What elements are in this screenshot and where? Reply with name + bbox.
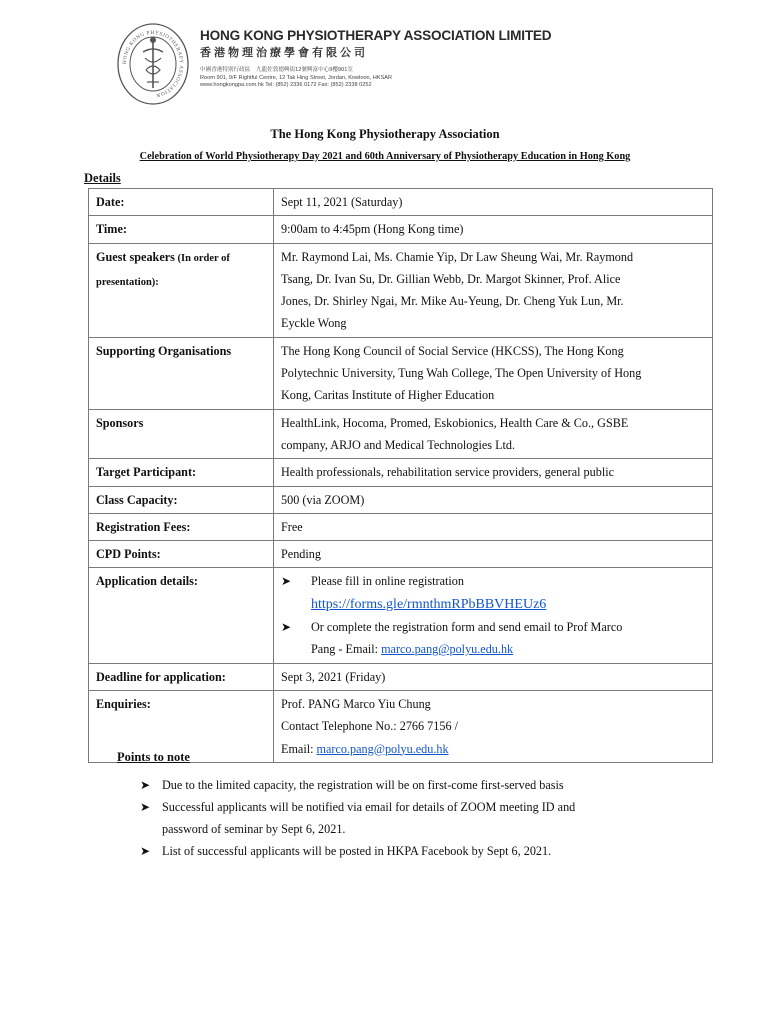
table-row-date (89, 189, 713, 216)
time-value: 9:00am to 4:45pm (Hong Kong time) (274, 216, 713, 243)
enquiries-name: Prof. PANG Marco Yiu Chung (281, 696, 431, 711)
enquiries-phone: Contact Telephone No.: 2766 7156 / (281, 719, 458, 734)
address-en: Room 901, 9/F Rightful Centre, 12 Tak Hing Street, Jordan, Kowloon, HKSAR (200, 74, 393, 81)
supporting-line: Kong, Caritas Institute of Higher Education (281, 388, 495, 403)
speakers-line: Tsang, Dr. Ivan Su, Dr. Gillian Webb, Dr. Margot Skinner, Prof. Alice (281, 271, 621, 286)
speakers-label (89, 243, 274, 337)
table-row-deadline (89, 663, 713, 690)
speakers-label-main: Guest speakers (96, 249, 175, 264)
table-row-capacity (89, 486, 713, 513)
deadline-label: Deadline for application: (89, 663, 274, 690)
table-row-sponsors (89, 409, 713, 459)
application-value (274, 568, 713, 663)
letterhead (116, 22, 596, 108)
details-table (88, 188, 713, 763)
application-email-prefix: Pang - Email: (311, 642, 382, 657)
supporting-value (274, 337, 713, 409)
table-row-time (89, 216, 713, 243)
enquiries-label: Enquiries: (89, 690, 274, 762)
org-name-zh: 香港物理治療學會有限公司 (200, 46, 368, 59)
table-row-application (89, 568, 713, 663)
sponsors-value (274, 409, 713, 459)
table-row-speakers (89, 243, 713, 337)
arrow-bullet-icon: ➤ (140, 844, 151, 858)
application-bullet2-text: Or complete the registration form and send email to Prof Marco (311, 620, 623, 635)
speakers-line: Eyckle Wong (281, 316, 347, 331)
note-text: List of successful applicants will be posted in HKPA Facebook by Sept 6, 2021. (162, 844, 552, 858)
application-link-line (281, 593, 705, 616)
target-label: Target Participant: (89, 459, 274, 486)
org-name-en: HONG KONG PHYSIOTHERAPY ASSOCIATION LIMITED (200, 28, 552, 43)
registration-link[interactable]: https://forms.gle/rmnthmRPbBBVHEUz6 (311, 596, 547, 612)
contact-line: www.hongkongpa.com.hk Tel: (852) 2336 0172 Fax: (852) 2338 0252 (200, 82, 372, 88)
arrow-bullet-icon: ➤ (140, 778, 151, 792)
table-row-cpd (89, 541, 713, 568)
table-row-target (89, 459, 713, 486)
svg-text:HONG KONG PHYSIOTHERAPY ASSOCI: HONG KONG PHYSIOTHERAPY ASSOCIATION (121, 29, 185, 98)
association-seal-icon (116, 22, 190, 106)
note-text: password of seminar by Sept 6, 2021. (162, 822, 346, 836)
address-zh: 中國香港特別行政區 九龍佐敦德興街12號興富中心9樓901室 (200, 67, 353, 73)
speakers-value (274, 243, 713, 337)
list-item (140, 796, 680, 818)
sponsors-label: Sponsors (89, 409, 274, 459)
sponsors-line: HealthLink, Hocoma, Promed, Eskobionics, Health Care & Co., GSBE (281, 415, 629, 430)
target-value: Health professionals, rehabilitation service providers, general public (274, 459, 713, 486)
list-item-continuation (140, 818, 680, 840)
capacity-label: Class Capacity: (89, 486, 274, 513)
enquiries-email-prefix: Email: (281, 741, 317, 756)
date-value: Sept 11, 2021 (Saturday) (274, 189, 713, 216)
sponsors-line: company, ARJO and Medical Technologies Ltd. (281, 437, 516, 452)
arrow-bullet-icon: ➤ (140, 800, 151, 814)
capacity-value: 500 (via ZOOM) (274, 486, 713, 513)
note-text: Due to the limited capacity, the registration will be on first-come first-served basis (162, 778, 564, 792)
application-bullet1-text: Please fill in online registration (311, 574, 464, 589)
fees-value: Free (274, 513, 713, 540)
date-label: Date: (89, 189, 274, 216)
table-row-fees (89, 513, 713, 540)
arrow-bullet-icon: ➤ (281, 620, 292, 635)
cpd-value: Pending (274, 541, 713, 568)
cpd-label: CPD Points: (89, 541, 274, 568)
speakers-label-note: (In order of (174, 252, 230, 264)
points-to-note-list (140, 774, 680, 862)
application-label: Application details: (89, 568, 274, 663)
table-row-supporting (89, 337, 713, 409)
application-bullet-online (281, 570, 705, 592)
details-heading: Details (84, 171, 121, 185)
arrow-bullet-icon: ➤ (281, 574, 292, 589)
list-item (140, 840, 680, 862)
application-email-line (281, 638, 705, 660)
points-to-note-heading: Points to note (117, 750, 190, 764)
enquiries-email-line (281, 738, 705, 760)
speakers-line: Jones, Dr. Shirley Ngai, Mr. Mike Au-Yeung, Dr. Cheng Yuk Lun, Mr. (281, 294, 624, 309)
enquiries-value (274, 690, 713, 762)
note-text: Successful applicants will be notified via email for details of ZOOM meeting ID and (162, 800, 576, 814)
application-bullet-form (281, 616, 705, 638)
speakers-line: Mr. Raymond Lai, Ms. Chamie Yip, Dr Law Sheung Wai, Mr. Raymond (281, 249, 634, 264)
deadline-value: Sept 3, 2021 (Friday) (274, 663, 713, 690)
application-email-link[interactable]: marco.pang@polyu.edu.hk (381, 642, 514, 657)
supporting-line: Polytechnic University, Tung Wah College, The Open University of Hong (281, 366, 642, 381)
enquiries-email-link[interactable]: marco.pang@polyu.edu.hk (316, 741, 449, 756)
document-title: The Hong Kong Physiotherapy Association (270, 127, 500, 141)
speakers-label-note2: presentation): (96, 276, 159, 288)
list-item (140, 774, 680, 796)
supporting-label: Supporting Organisations (89, 337, 274, 409)
fees-label: Registration Fees: (89, 513, 274, 540)
document-subtitle: Celebration of World Physiotherapy Day 2021 and 60th Anniversary of Physiotherapy Education in Hong Kong (139, 151, 631, 162)
time-label: Time: (89, 216, 274, 243)
supporting-line: The Hong Kong Council of Social Service (HKCSS), The Hong Kong (281, 343, 624, 358)
